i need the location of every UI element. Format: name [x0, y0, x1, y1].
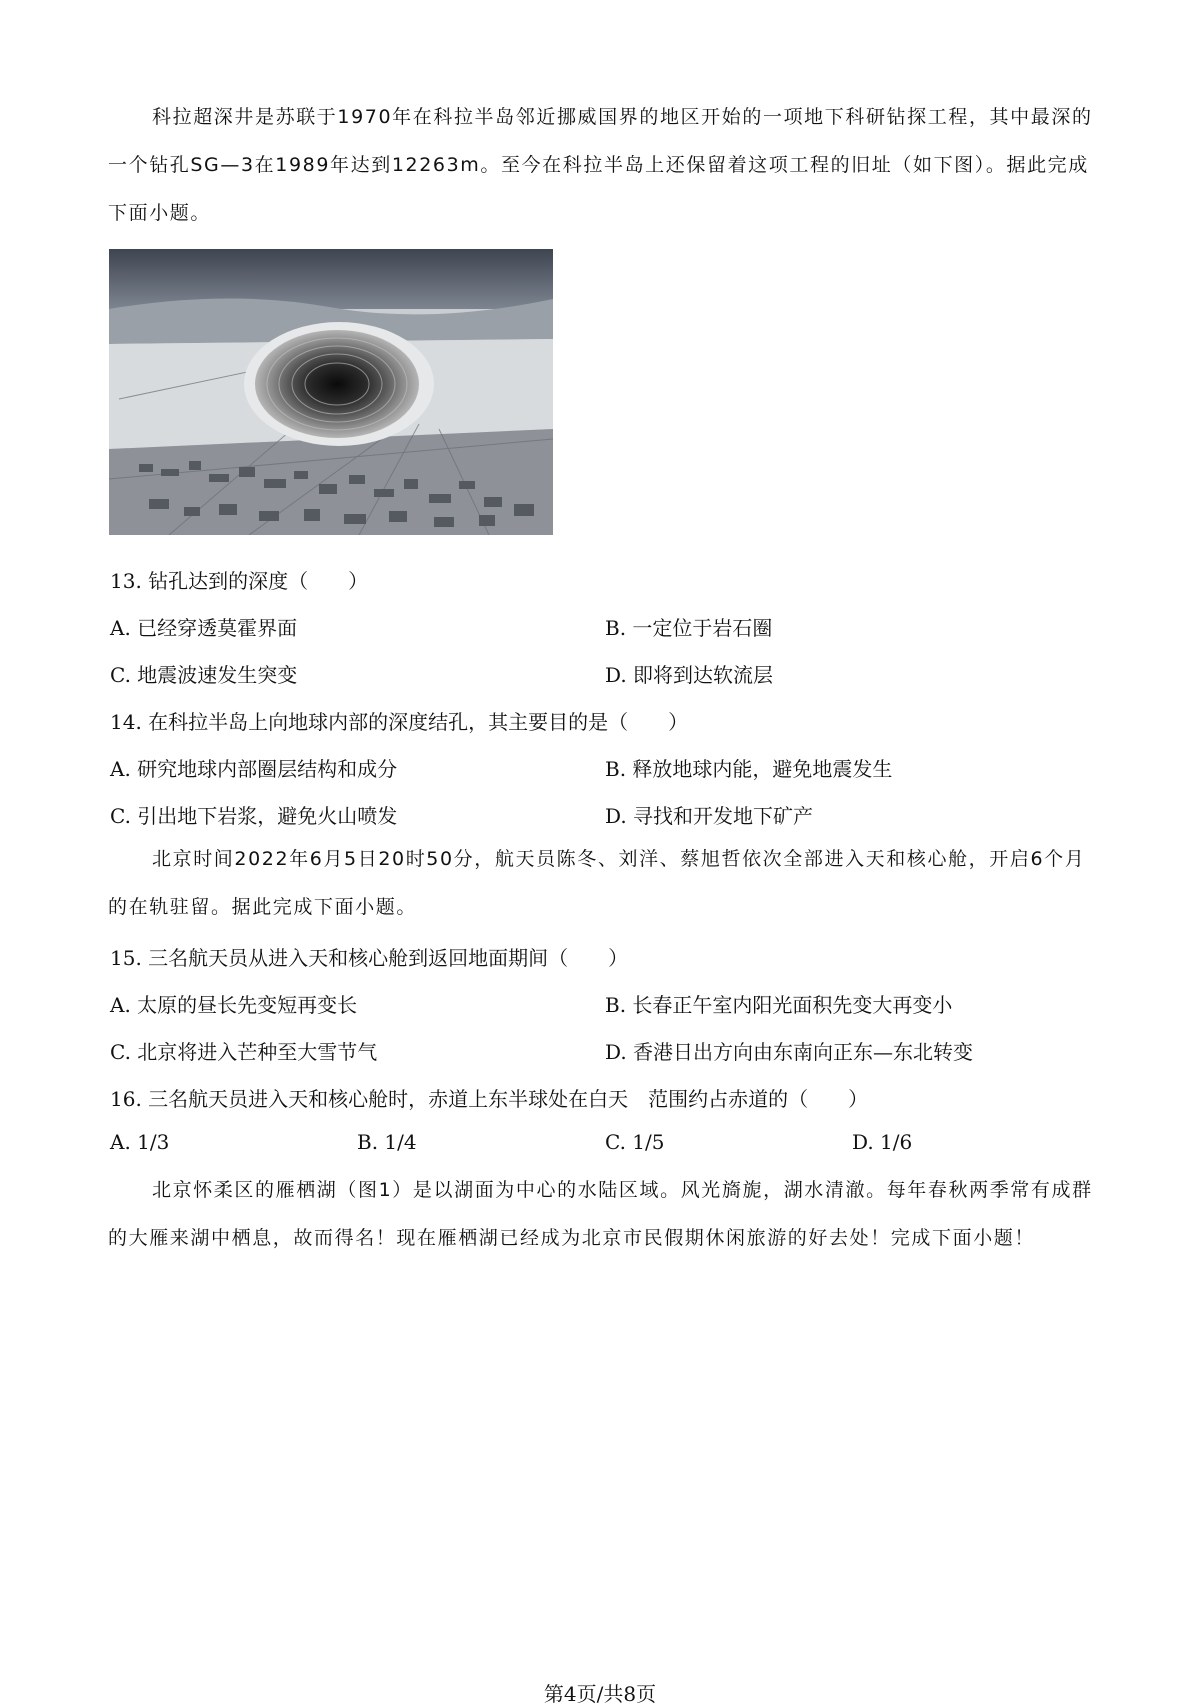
question-15-stem: 15. 三名航天员从进入天和核心舱到返回地面期间（ ） [110, 946, 629, 970]
question-13-stem: 13. 钻孔达到的深度（ ） [110, 569, 369, 593]
question-13-option-d: D. 即将到达软流层 [605, 663, 774, 687]
question-14-option-a: A. 研究地球内部圈层结构和成分 [110, 757, 398, 781]
question-14-option-d: D. 寻找和开发地下矿产 [605, 804, 814, 828]
question-13-option-b: B. 一定位于岩石圈 [605, 616, 773, 640]
question-16-option-d: D. 1/6 [852, 1130, 913, 1154]
question-15-option-d: D. 香港日出方向由东南向正东—东北转变 [605, 1040, 974, 1064]
question-14-option-b: B. 释放地球内能，避免地震发生 [605, 757, 893, 781]
question-16-option-b: B. 1/4 [357, 1130, 417, 1154]
question-14-option-c: C. 引出地下岩浆，避免火山喷发 [110, 804, 398, 828]
kola-site-aerial-photo [109, 249, 553, 535]
question-16-option-a: A. 1/3 [110, 1130, 170, 1154]
passage-yanqi-lake: 北京怀柔区的雁栖湖（图1）是以湖面为中心的水陆区域。风光旖旎，湖水清澈。每年春秋两季常有成群的大雁来湖中栖息，故而得名！现在雁栖湖已经成为北京市民假期休闲旅游的好去处！完成下面小题！ [108, 1179, 1093, 1249]
question-13-option-a: A. 已经穿透莫霍界面 [110, 616, 298, 640]
question-13-option-c: C. 地震波速发生突变 [110, 663, 298, 687]
page-number-footer: 第4页/共8页 [543, 1682, 657, 1706]
passage-shenzhou: 北京时间2022年6月5日20时50分，航天员陈冬、刘洋、蔡旭哲依次全部进入天和核心舱，开启6个月的在轨驻留。据此完成下面小题。 [108, 848, 1086, 918]
question-16-stem: 16. 三名航天员进入天和核心舱时，赤道上东半球处在白天 范围约占赤道的（ ） [110, 1087, 869, 1111]
question-16-option-c: C. 1/5 [605, 1130, 665, 1154]
question-14-stem: 14. 在科拉半岛上向地球内部的深度结孔，其主要目的是（ ） [110, 710, 689, 734]
passage-kola: 科拉超深井是苏联于1970年在科拉半岛邻近挪威国界的地区开始的一项地下科研钻探工程，其中最深的一个钻孔SG—3在1989年达到12263m。至今在科拉半岛上还保留着这项工程的旧址（如下图）。据此完成下面小题。 [108, 106, 1093, 224]
question-15-option-b: B. 长春正午室内阳光面积先变大再变小 [605, 993, 953, 1017]
question-15-option-a: A. 太原的昼长先变短再变长 [110, 993, 358, 1017]
question-15-option-c: C. 北京将进入芒种至大雪节气 [110, 1040, 378, 1064]
